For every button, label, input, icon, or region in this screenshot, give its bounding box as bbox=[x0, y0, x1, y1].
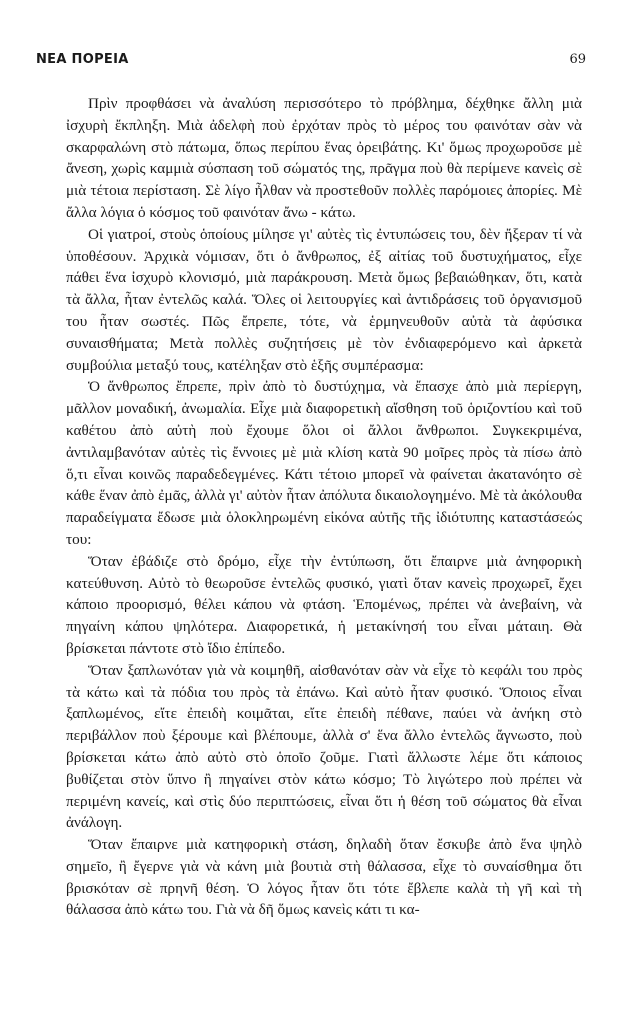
paragraph: Ὅταν ἔπαιρνε μιὰ κατηφορικὴ στάση, δηλαδὴ ὅταν ἔσκυβε ἀπὸ ἕνα ψηλὸ σημεῖο, ἢ ἔγερνε γιὰ νὰ κάνη μιὰ βουτιὰ στὴ θάλασσα, εἶχε τὸ συναίσθημα ὅτι βρισκόταν σὲ πρηνῆ θέση. Ὁ λόγος ἦταν ὅτι τότε ἔβλεπε καλὰ τὴ γῆ καὶ τὴ θάλασσα ἀπὸ κάτω του. Γιὰ νὰ δῆ ὅμως κανεὶς κάτι τι κα- bbox=[66, 836, 582, 919]
paragraph: Πρὶν προφθάσει νὰ ἀναλύση περισσότερο τὸ πρόβλημα, δέχθηκε ἄλλη μιὰ ἰσχυρὴ ἔκπληξη. Μιὰ ἀδελφὴ ποὺ ἐρχόταν πρὸς τὸ μέρος του φαινόταν σὰν νὰ σκαρφαλώνη στὸ πάτωμα, ὅπως περίπου ἕνας ὀρειβάτης. Κι' ὅμως προχωροῦσε μὲ ἄνεση, χωρὶς καμμιὰ σύσπαση τοῦ σώματός της, πρᾶγμα ποὺ θὰ περίμενε κανεὶς σὲ μιὰ τέτοια περίσταση. Σὲ λίγο ἦλθαν νὰ προστεθοῦν πολλὲς παρόμοιες ἀπορίες. Μὲ ἄλλα λόγια ὁ κόσμος τοῦ φαινόταν ἄνω - κάτω. bbox=[66, 95, 582, 221]
page-number: 69 bbox=[569, 52, 586, 67]
paragraph: Ὅταν ξαπλωνόταν γιὰ νὰ κοιμηθῆ, αἰσθανόταν σὰν νὰ εἶχε τὸ κεφάλι του πρὸς τὰ κάτω καὶ τὰ πόδια του πρὸς τὰ ἐπάνω. Καὶ αὐτὸ ἦταν φυσικό. Ὅποιος εἶναι ξαπλωμένος, εἴτε ἐπειδὴ κοιμᾶται, εἴτε ἐπειδὴ πέθανε, παύει νὰ ἀνήκη στὸ περιβάλλον ποὺ ξέρουμε καὶ βλέπουμε, ἀλλὰ σ' ἕνα ἄλλο ἐντελῶς ἄγνωστο, ποὺ βρίσκεται κάτω ἀπὸ αὐτὸ στὸ ὁποῖο ζοῦμε. Γιατὶ ἄλλωστε λέμε ὅτι κάποιος βυθίζεται στὸν ὕπνο ἢ πηγαίνει στὸν κάτω κόσμο; Τὸ λιγώτερο ποὺ πρέπει νὰ περιμένη κανείς, καὶ στὶς δύο περιπτώσεις, εἶναι ὅτι ἡ θέση τοῦ σώματος θὰ εἶναι ἀνάλογη. bbox=[66, 661, 582, 832]
paragraph: Ὅταν ἐβάδιζε στὸ δρόμο, εἶχε τὴν ἐντύπωση, ὅτι ἔπαιρνε μιὰ ἀνηφορικὴ κατεύθυνση. Αὐτὸ τὸ θεωροῦσε ἐντελῶς φυσικό, γιατὶ ὅταν κανεὶς προχωρεῖ, ἔχει κάποιο προορισμό, θέλει κάπου νὰ φτάση. Ἑπομένως, πρέπει νὰ ἀνεβαίνη, νὰ πηγαίνη κάπου ψηλότερα. Διαφορετικά, ἡ μετακίνησή του εἶναι μάταιη. Θὰ βρίσκεται πάντοτε στὸ ἴδιο ἐπίπεδο. bbox=[66, 552, 582, 657]
page-header bbox=[36, 52, 586, 74]
running-title: ΝΕΑ ΠΟΡΕΙΑ bbox=[36, 52, 129, 67]
paragraph: Οἱ γιατροί, στοὺς ὁποίους μίλησε γι' αὐτὲς τὶς ἐντυπώσεις του, δὲν ἤξεραν τί νὰ ὑποθέσουν. Ἀρχικὰ νόμισαν, ὅτι ὁ ἄνθρωπος, ἐξ αἰτίας τοῦ δυστυχήματος, εἶχε πάθει ἕνα ἰσχυρὸ κλονισμό, μιὰ παράκρουση. Μετὰ ὅμως βεβαιώθηκαν, ὅτι, κατὰ τὰ ἄλλα, ἦταν ἐντελῶς καλά. Ὅλες οἱ λειτουργίες καὶ ἀντιδράσεις τοῦ ὀργανισμοῦ του ἦταν σωστές. Πῶς ἔπρεπε, τότε, νὰ ἑρμηνευθοῦν αὐτὰ τὰ ἀφύσικα συναισθήματα; Μετὰ πολλὲς συζητήσεις μὲ τὸν ἐνδιαφερόμενο καὶ ἀρκετὰ συμβούλια μεταξύ τους, κατέληξαν στὸ ἑξῆς συμπέρασμα: bbox=[66, 225, 582, 374]
body-text bbox=[66, 93, 582, 921]
paragraph: Ὁ ἄνθρωπος ἔπρεπε, πρὶν ἀπὸ τὸ δυστύχημα, νὰ ἔπασχε ἀπὸ μιὰ περίεργη, μᾶλλον μοναδική, ἀνωμαλία. Εἶχε μιὰ διαφορετικὴ αἴσθηση τοῦ ὁριζοντίου καὶ τοῦ καθέτου ἀπὸ αὐτὴ ποὺ ἔχουμε ὅλοι οἱ ἄλλοι ἄνθρωποι. Συγκεκριμένα, ἀντιλαμβανόταν αὐτὲς τὶς ἔννοιες μὲ μιὰ κλίση κατὰ 90 μοῖρες πρὸς τὰ πίσω ἀπὸ ὅ,τι εἶναι κοινῶς παραδεδεγμένες. Κάτι τέτοιο μπορεῖ νὰ φαίνεται ἀκατανόητο σὲ κάθε ἕναν ἀπὸ ἐμᾶς, ἀλλὰ γι' αὐτὸν ἦταν ἀπόλυτα δικαιολογημένο. Μὲ τὰ ἀκόλουθα παραδείγματα ἔδωσε μιὰ ὁλοκληρωμένη εἰκόνα αὐτῆς τῆς ἰδιότυπης καταστάσεώς του: bbox=[66, 378, 582, 548]
